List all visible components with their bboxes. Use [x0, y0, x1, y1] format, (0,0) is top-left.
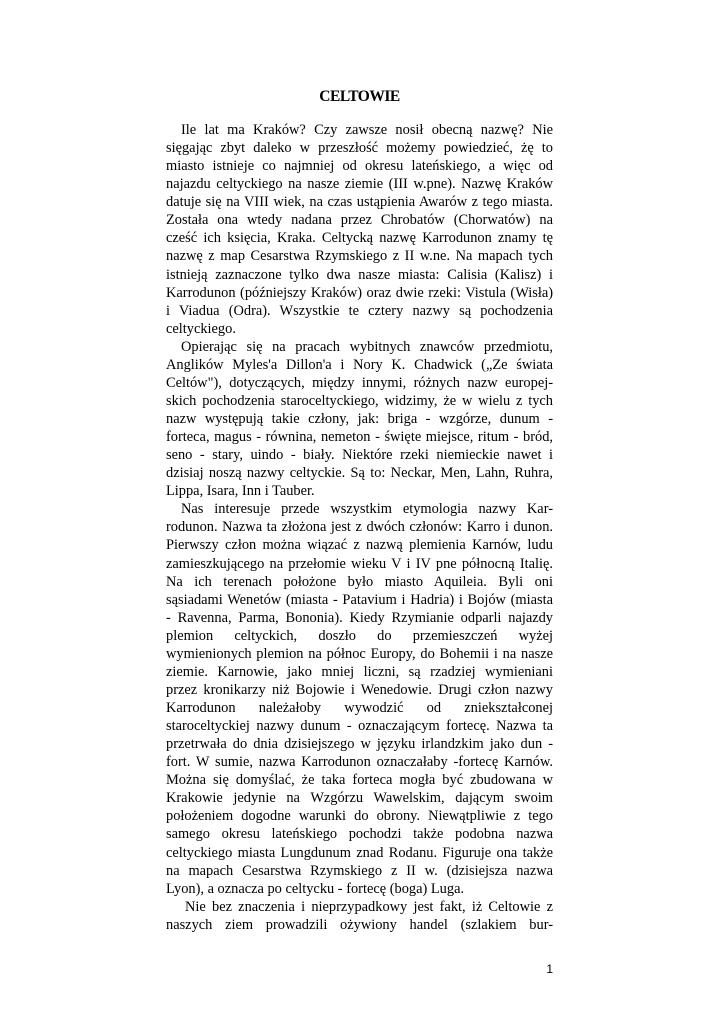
text-line: miasto istnieje co najmniej od okresu lateńskiego, a więc od — [166, 158, 553, 175]
text-line: przez kronikarzy niż Bojowie i Wenedowie. Drugi człon nazwy — [166, 681, 553, 698]
text-line: Pierwszy człon można wiązać z nazwą plemienia Karnów, ludu — [166, 537, 553, 554]
text-line: celtyckiego miasta Lungdunum znad Rodanu. Figuruje ona także — [166, 844, 553, 861]
text-line: samego okresu lateńskiego pochodzi także podobna nazwa — [166, 826, 553, 843]
text-line: i Viadua (Odra). Wszystkie te cztery nazwy są pochodzenia — [166, 302, 553, 319]
text-line: na mapach Cesarstwa Rzymskiego z II w. (dzisiejsza nazwa — [166, 862, 553, 879]
text-line: seno - stary, uindo - biały. Niektóre rzeki niemieckie nawet i — [166, 447, 553, 464]
text-line: sąsiadami Wenetów (miasta - Patavium i Hadria) i Bojów (miasta — [166, 591, 553, 608]
text-line: Ile lat ma Kraków? Czy zawsze nosił obecną nazwę? Nie — [181, 122, 553, 138]
paragraph-4 — [166, 898, 553, 934]
text-line: przetrwała do dnia dzisiejszego w języku irlandzkim jako dun - — [166, 736, 553, 753]
text-line: Anglików Myles'a Dillon'a i Nory K. Chadwick („Ze świata — [166, 356, 553, 373]
text-line: - Ravenna, Parma, Bononia). Kiedy Rzymianie odparli najazdy — [166, 609, 553, 626]
text-line: fort. W sumie, nazwa Karrodunon oznaczałaby -fortecę Karnów. — [166, 754, 553, 771]
text-line: Nas interesuje przede wszystkim etymologia nazwy Kar- — [181, 501, 553, 518]
page-number: 1 — [546, 962, 553, 976]
text-line: plemion celtyckich, doszło do przemieszczeń wyżej — [166, 627, 553, 644]
text-line: najazdu celtyckiego na nasze ziemie (III w.pne). Nazwę Kraków — [166, 176, 553, 193]
text-line: ziemie. Karnowie, jako mniej liczni, są rzadziej wymieniani — [166, 663, 553, 680]
text-line: zamieszkującego na przełomie wieku V i IV pne północną Italię. — [166, 555, 553, 572]
text-line: Na ich terenach położone było miasto Aquileia. Byli oni — [166, 573, 553, 590]
body-text — [166, 121, 553, 934]
text-line: sięgając zbyt daleko w przeszłość możemy powiedzieć, żę to — [166, 140, 553, 157]
text-line: Nie bez znaczenia i nieprzypadkowy jest fakt, iż Celtowie z — [185, 898, 553, 915]
text-line: skich pochodzenia staroceltyckiego, widzimy, że w wielu z tych — [166, 392, 553, 409]
text-line: naszych ziem prowadzili ożywiony handel (szlakiem bur- — [166, 916, 553, 933]
text-line: Opierając się na pracach wybitnych znawców przedmiotu, — [181, 338, 553, 355]
text-line: Została ona wtedy nadana przez Chrobatów (Chorwatów) na — [166, 212, 553, 229]
text-line: istnieją zaznaczone tylko dwa nasze miasta: Calisia (Kalisz) i — [166, 266, 553, 283]
paragraph-3 — [166, 500, 553, 897]
text-line: wymienionych plemion na północ Europy, do Bohemii i na nasze — [166, 645, 553, 662]
text-line: Karrodunon należałoby wywodzić od zniekształconej — [166, 700, 553, 716]
text-line: staroceltyckiej nazwy dunum - oznaczającym fortecę. Nazwa ta — [166, 718, 553, 735]
text-line: rodunon. Nazwa ta złożona jest z dwóch członów: Karro i dunon. — [166, 519, 553, 536]
paragraph-2 — [166, 338, 553, 501]
text-line: Celtów"), dotyczących, między innymi, różnych nazw europej- — [166, 374, 553, 391]
text-line: Karrodunon (późniejszy Kraków) oraz dwie rzeki: Vistula (Wisła) — [166, 284, 553, 301]
text-line: cześć ich księcia, Kraka. Celtycką nazwę Karrodunon znamy tę — [166, 230, 553, 247]
text-line: położeniem dogodne warunki do obrony. Niewątpliwie z tego — [166, 808, 553, 825]
text-line: dzisiaj noszą nazwy celtyckie. Są to: Neckar, Men, Lahn, Ruhra, — [166, 465, 553, 482]
text-line: Lyon), a oznacza po celtycku - fortecę (boga) Luga. — [166, 880, 465, 897]
text-line: datuje się na VIII wiek, na czas ustąpienia Awarów z tego miasta. — [166, 194, 553, 211]
text-line: nazw występują takie człony, jak: briga - wzgórze, dunum - — [166, 411, 553, 427]
text-line: nazwę z map Cesarstwa Rzymskiego z II w.ne. Na mapach tych — [166, 248, 553, 265]
text-line: celtyckiego. — [166, 320, 236, 337]
text-line: Lippa, Isara, Inn i Tauber. — [166, 483, 315, 500]
text-line: Można się domyślać, że taka forteca mogła być zbudowana w — [166, 772, 553, 789]
paragraph-1 — [166, 121, 553, 338]
text-line: forteca, magus - równina, nemeton - święte miejsce, ritum - bród, — [166, 429, 553, 446]
page-title: CELTOWIE — [319, 88, 400, 105]
text-line: Krakowie jedynie na Wzgórzu Wawelskim, dającym swoim — [166, 790, 553, 807]
